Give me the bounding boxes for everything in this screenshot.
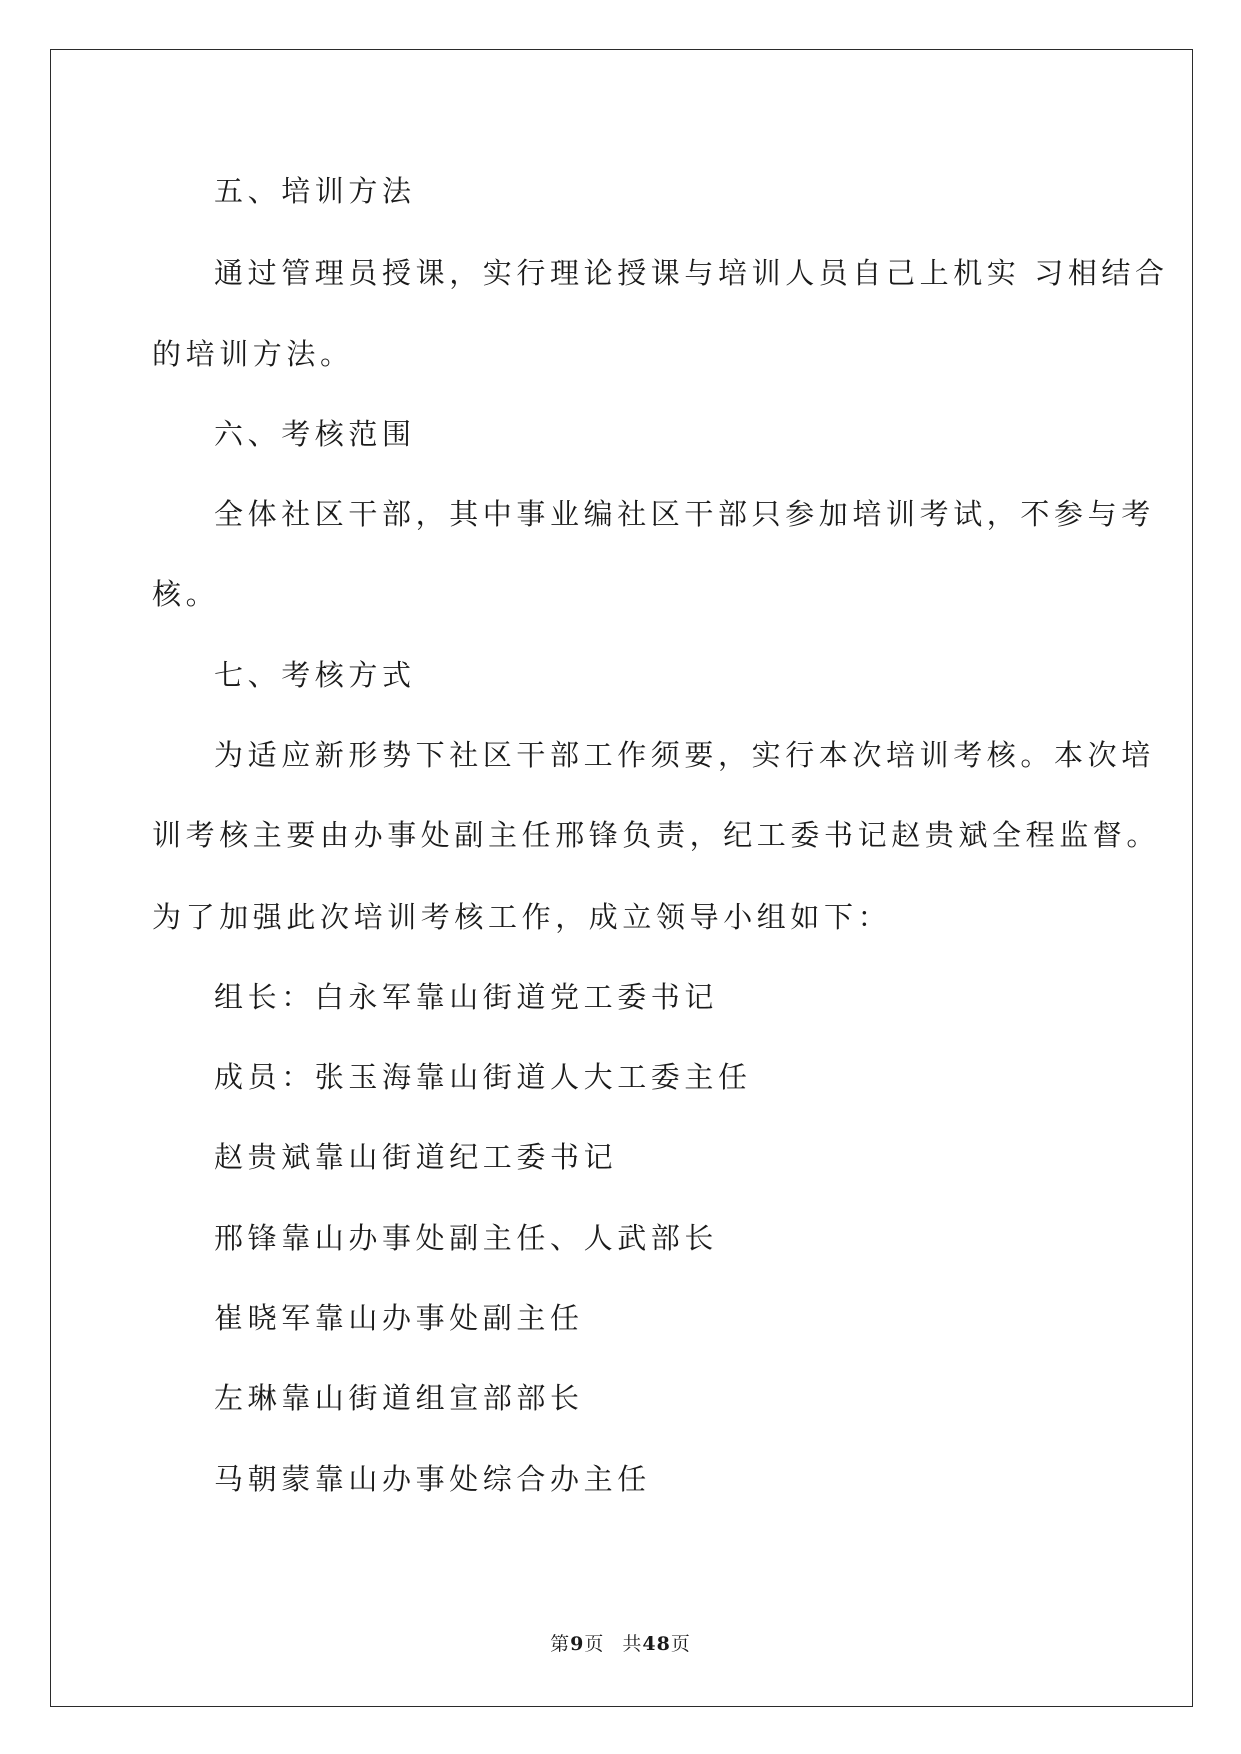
paragraph-line: 通过管理员授课，实行理论授课与培训人员自己上机实 习相结合 bbox=[214, 256, 1169, 290]
section-heading-assessment-method: 七、考核方式 bbox=[214, 658, 416, 692]
section-heading-training-method: 五、培训方法 bbox=[214, 174, 416, 208]
leader-group-entry: 左琳靠山街道组宣部部长 bbox=[214, 1381, 584, 1415]
paragraph-line: 全体社区干部，其中事业编社区干部只参加培训考试，不参与考 bbox=[214, 497, 1155, 531]
paragraph-line: 为适应新形势下社区干部工作须要，实行本次培训考核。本次培 bbox=[214, 738, 1155, 772]
page-frame bbox=[50, 49, 1193, 1707]
leader-group-entry: 马朝蒙靠山办事处综合办主任 bbox=[214, 1462, 651, 1496]
leader-group-entry: 邢锋靠山办事处副主任、人武部长 bbox=[214, 1221, 719, 1255]
total-suffix: 页 bbox=[670, 1633, 691, 1655]
paragraph-line: 核。 bbox=[152, 577, 220, 611]
page-number: 9 bbox=[570, 1633, 585, 1655]
total-prefix: 共 bbox=[622, 1633, 643, 1655]
page-suffix: 页 bbox=[584, 1633, 605, 1655]
paragraph-line: 训考核主要由办事处副主任邢锋负责，纪工委书记赵贵斌全程监督。 bbox=[152, 818, 1161, 852]
page-prefix: 第 bbox=[550, 1633, 571, 1655]
paragraph-line: 的培训方法。 bbox=[152, 337, 354, 371]
page-footer bbox=[0, 1632, 1241, 1656]
leader-group-entry: 成员：张玉海靠山街道人大工委主任 bbox=[214, 1060, 752, 1094]
leader-group-entry: 崔晓军靠山办事处副主任 bbox=[214, 1301, 584, 1335]
section-heading-assessment-scope: 六、考核范围 bbox=[214, 417, 416, 451]
paragraph-line: 为了加强此次培训考核工作，成立领导小组如下： bbox=[152, 900, 892, 934]
total-pages: 48 bbox=[642, 1633, 671, 1655]
leader-group-entry: 赵贵斌靠山街道纪工委书记 bbox=[214, 1140, 618, 1174]
leader-group-entry: 组长：白永军靠山街道党工委书记 bbox=[214, 980, 719, 1014]
